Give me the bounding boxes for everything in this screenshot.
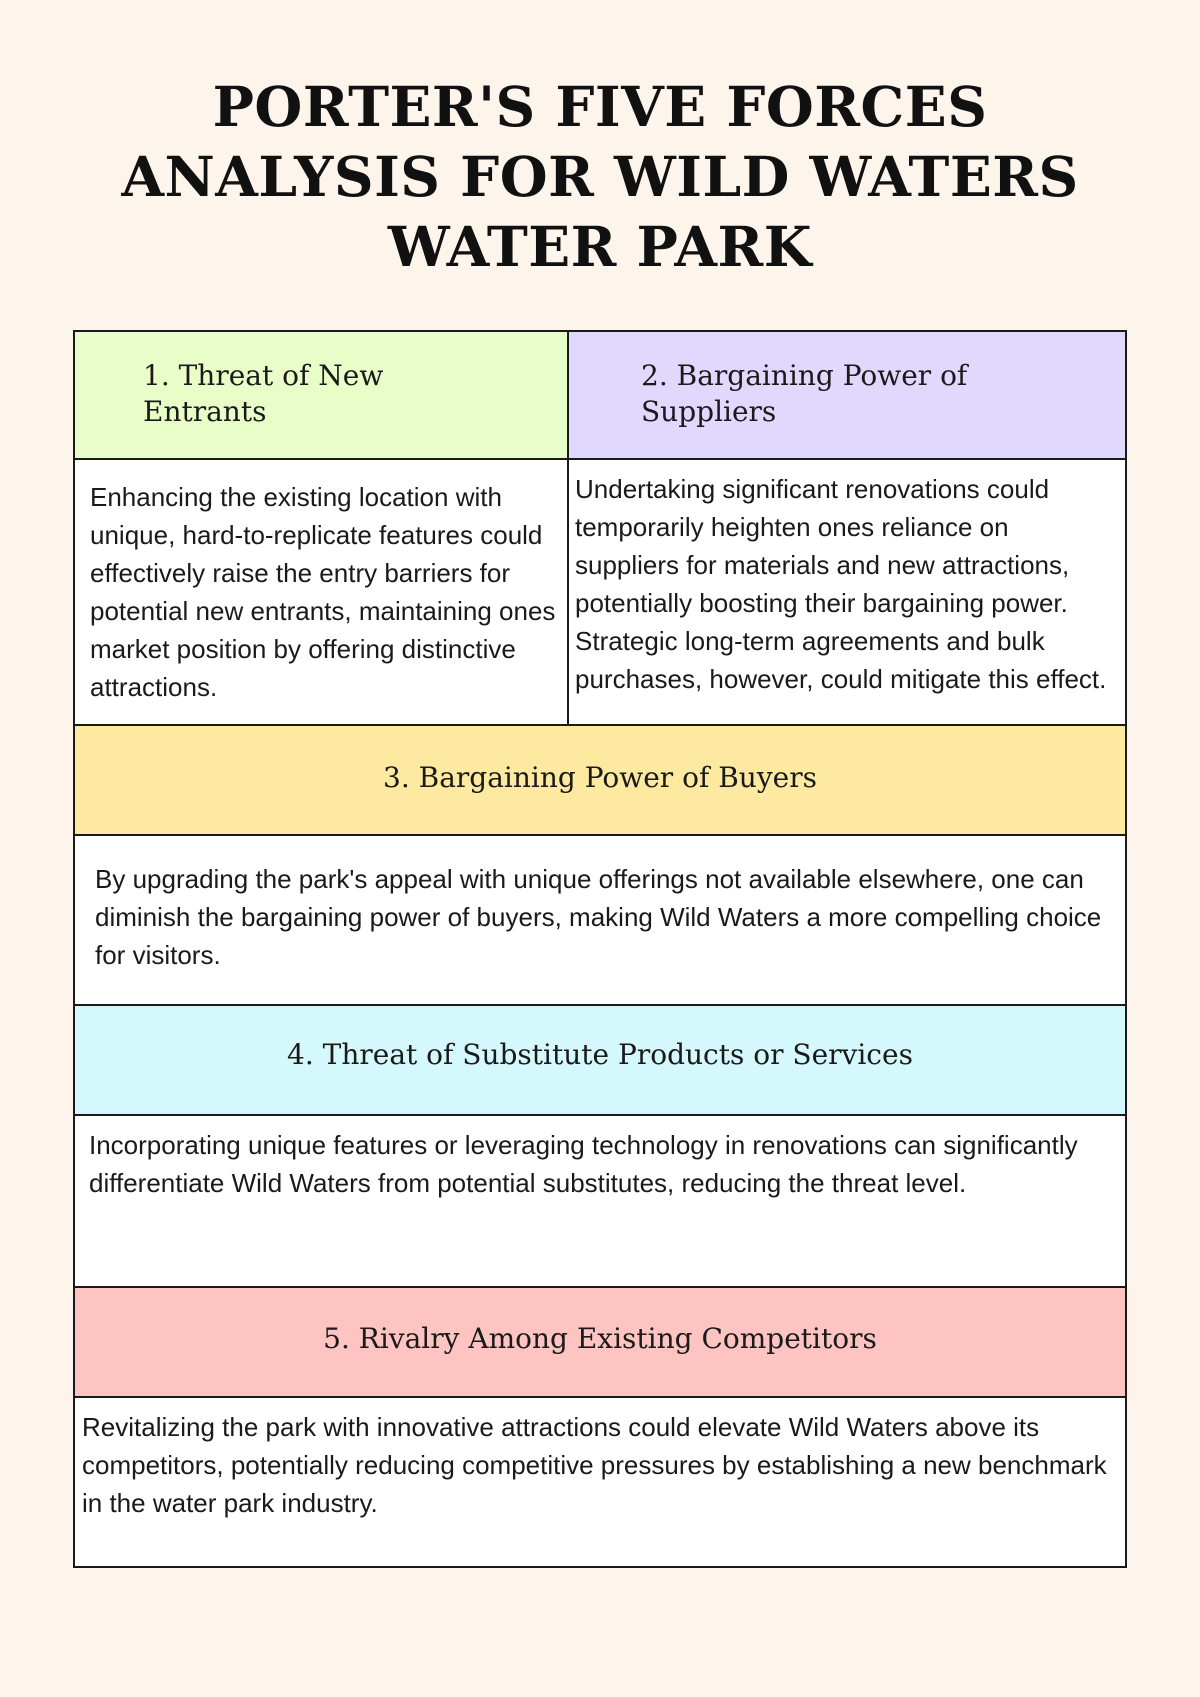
title-line-2: ANALYSIS FOR WILD WATERS — [121, 144, 1079, 209]
force-1-heading — [75, 332, 569, 460]
title-line-1: PORTER'S FIVE FORCES — [212, 74, 988, 139]
force-2-heading-text: 2. Bargaining Power of Suppliers — [641, 359, 968, 428]
page-title — [0, 72, 1200, 282]
five-forces-table — [73, 330, 1127, 1568]
force-4-description: Incorporating unique features or leveraging technology in renovations can significantly differentiate Wild Waters from potential substitutes, reducing the threat level. — [75, 1116, 1125, 1286]
force-3-heading: 3. Bargaining Power of Buyers — [75, 724, 1125, 836]
force-5-description: Revitalizing the park with innovative attractions could elevate Wild Waters above its competitors, potentially reducing competitive pressures by establishing a new benchmark in the water park industry. — [75, 1398, 1125, 1566]
force-4-heading: 4. Threat of Substitute Products or Services — [75, 1004, 1125, 1116]
force-1-description: Enhancing the existing location with unique, hard-to-replicate features could effectively raise the entry barriers for potential new entrants, maintaining ones market position by offering distinctive attractions. — [75, 460, 569, 724]
force-2-heading — [569, 332, 1125, 460]
force-5-heading: 5. Rivalry Among Existing Competitors — [75, 1286, 1125, 1398]
force-3-description: By upgrading the park's appeal with unique offerings not available elsewhere, one can diminish the bargaining power of buyers, making Wild Waters a more compelling choice for visitors. — [75, 836, 1125, 1004]
title-line-3: WATER PARK — [387, 214, 813, 279]
force-2-description: Undertaking significant renovations could temporarily heighten ones reliance on suppliers for materials and new attractions, potentially boosting their bargaining power. Strategic long-term agreements and bulk purchases, however, could mitigate this effect. — [569, 460, 1125, 724]
force-1-heading-text: 1. Threat of New Entrants — [143, 359, 384, 428]
